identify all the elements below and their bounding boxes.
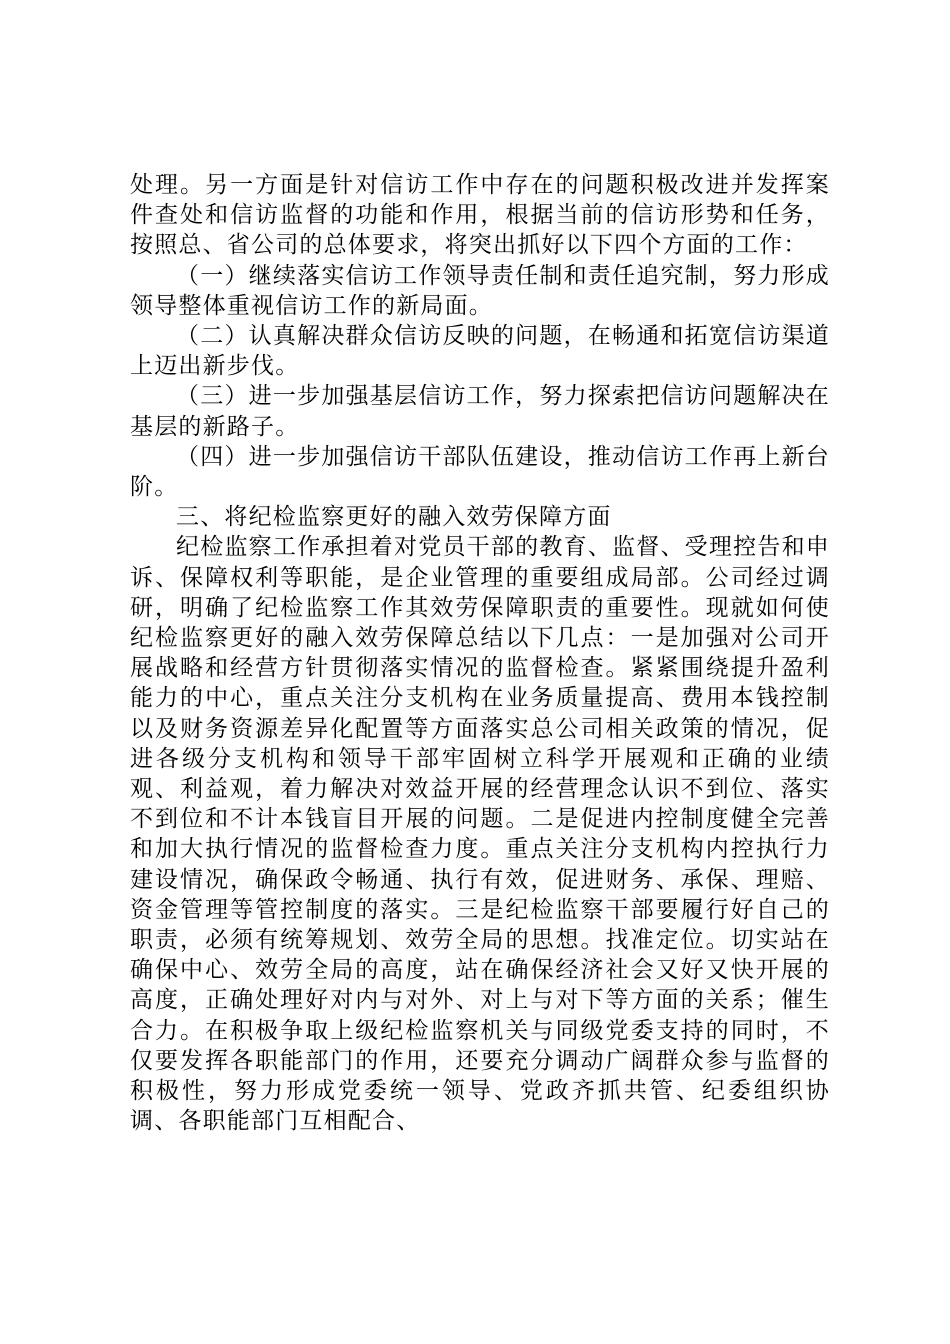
paragraph-item-3: （三）进一步加强基层信访工作，努力探索把信访问题解决在基层的新路子。 — [130, 383, 830, 440]
paragraph-item-2: （二）认真解决群众信访反映的问题，在畅通和拓宽信访渠道上迈出新步伐。 — [130, 323, 830, 380]
section-heading: 三、将纪检监察更好的融入效劳保障方面 — [176, 504, 612, 531]
paragraph-body: 纪检监察工作承担着对党员干部的教育、监督、受理控告和申诉、保障权利等职能，是企业管理的重要组成局部。公司经过调研，明确了纪检监察工作其效劳保障职责的重要性。现就如何使纪检监察更好的融入效劳保障总结以下几点：一是加强对公司开展战略和经营方针贯彻落实情况的监督检查。紧紧围绕提升盈利能力的中心，重点关注分支机构在业务质量提高、费用本钱控制以及财务资源差异化配置等方面落实总公司相关政策的情况，促进各级分支机构和领导干部牢固树立科学开展观和正确的业绩观、利益观，着力解决对效益开展的经营理念认识不到位、落实不到位和不计本钱盲目开展的问题。二是促进内控制度健全完善和加大执行情况的监督检查力度。重点关注分支机构内控执行力建设情况，确保政令畅通、执行有效，促进财务、承保、理赔、资金管理等管控制度的落实。三是纪检监察干部要履行好自己的职责，必须有统筹规划、效劳全局的思想。找准定位。切实站在确保中心、效劳全局的高度，站在确保经济社会又好又快开展的高度，正确处理好对内与对外、对上与对下等方面的关系；催生合力。在积极争取上级纪检监察机关与同级党委支持的同时，不仅要发挥各职能部门的作用，还要充分调动广阔群众参与监督的积极性，努力形成党委统一领导、党政齐抓共管、纪委组织协调、各职能部门互相配合、 — [130, 534, 830, 1135]
document-body — [130, 170, 830, 1137]
paragraph-continuation: 处理。另一方面是针对信访工作中存在的问题积极改进并发挥案件查处和信访监督的功能和作用，根据当前的信访形势和任务，按照总、省公司的总体要求，将突出抓好以下四个方面的工作： — [130, 172, 830, 259]
paragraph-item-1: （一）继续落实信访工作领导责任制和责任追究制，努力形成领导整体重视信访工作的新局面。 — [130, 262, 830, 319]
paragraph-item-4: （四）进一步加强信访干部队伍建设，推动信访工作再上新台阶。 — [130, 443, 830, 501]
